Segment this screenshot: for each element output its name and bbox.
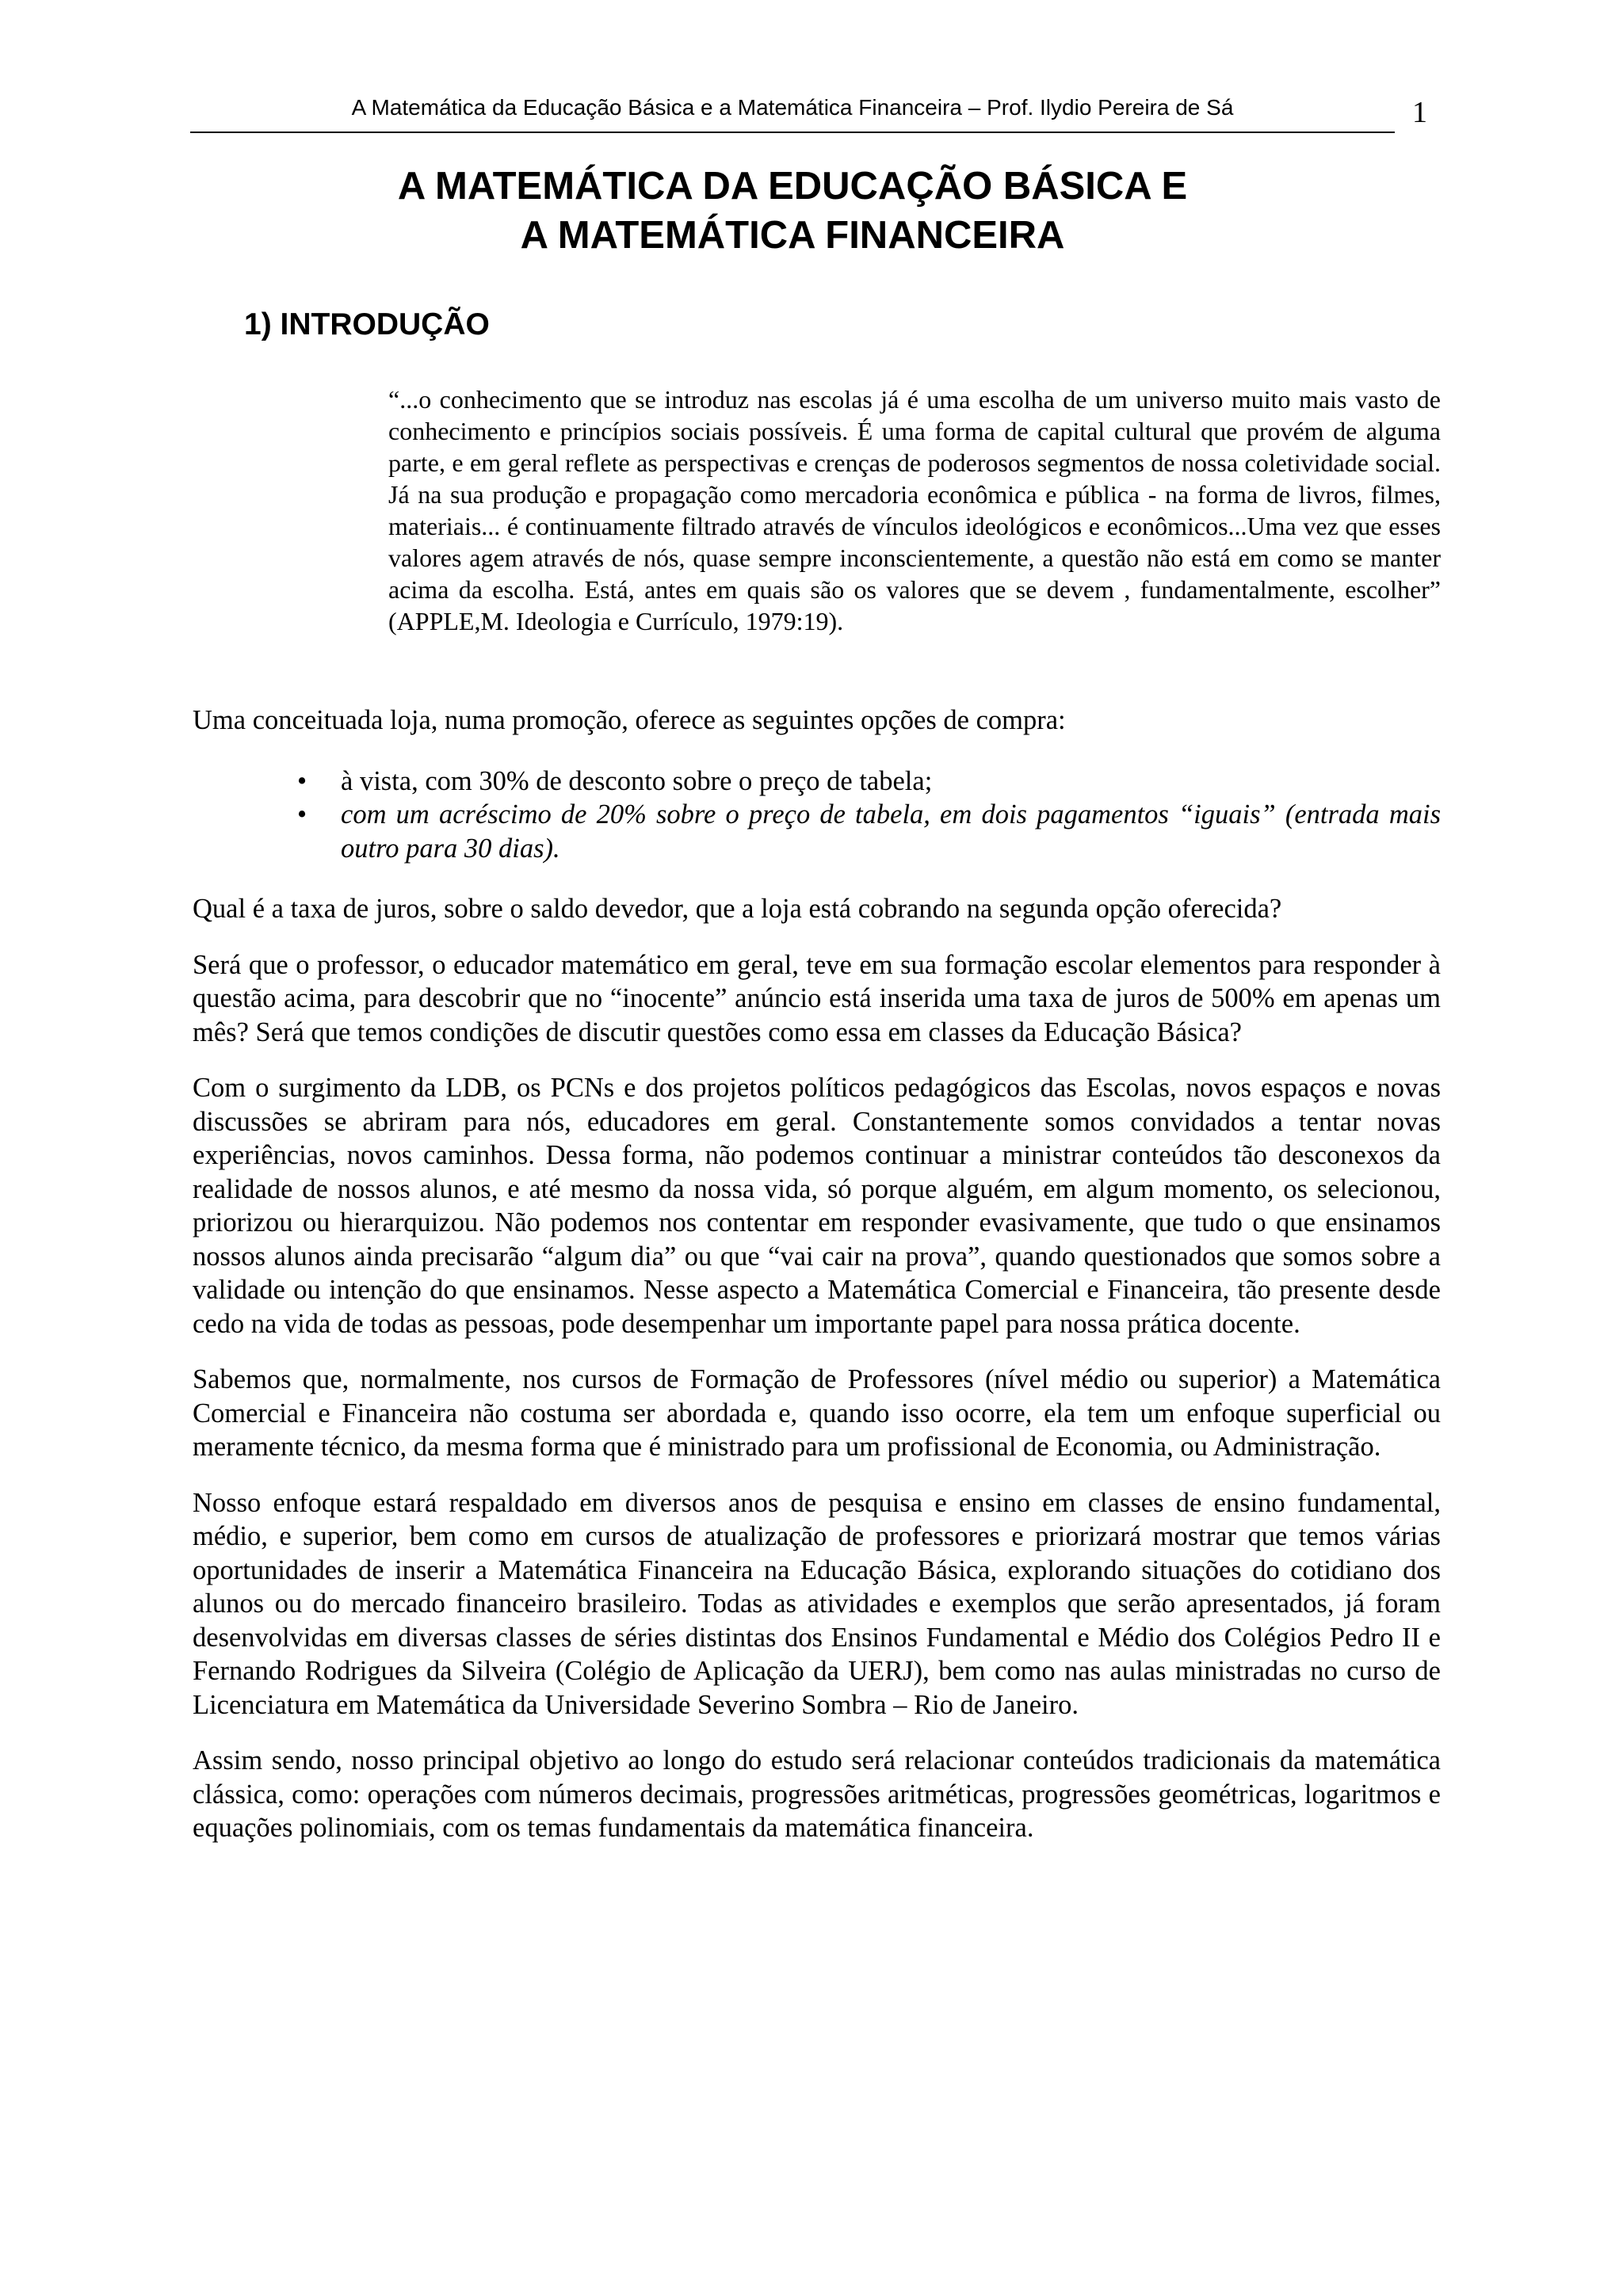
paragraph-4: Nosso enfoque estará respaldado em diversos anos de pesquisa e ensino em classes de ensino fundamental, médio, e superior, bem como em cursos de atualização de professores e priorizará mostrar que temos várias oportunidades de inserir a Matemática Financeira na Educação Básica, explorando situações do cotidiano dos alunos ou do mercado financeiro brasileiro. Todas as atividades e exemplos que serão apresentados, já foram desenvolvidas em diversas classes de séries distintas dos Ensinos Fundamental e Médio dos Colégios Pedro II e Fernando Rodrigues da Silveira (Colégio de Aplicação da UERJ), bem como nas aulas ministradas no curso de Licenciatura em Matemática da Universidade Severino Sombra – Rio de Janeiro. [193,1487,1441,1720]
list-item [297,798,1441,865]
paragraph-1: Será que o professor, o educador matemático em geral, teve em sua formação escolar elementos para responder à questão acima, para descobrir que no “inocente” anúncio está inserida uma taxa de juros de 500% em apenas um mês? Será que temos condições de discutir questões como essa em classes da Educação Básica? [193,949,1441,1047]
epigraph-quote: “...o conhecimento que se introduz nas escolas já é uma escolha de um universo muito mais vasto de conhecimento e princípios sociais possíveis. É uma forma de capital cultural que provém de alguma parte, e em geral reflete as perspectivas e crenças de poderosos segmentos de nossa coletividade social. Já na sua produção e propagação como mercadoria econômica e pública - na forma de livros, filmes, materiais... é continuamente filtrado através de vínculos ideológicos e econômicos...Uma vez que esses valores agem através de nós, quase sempre inconscientemente, a questão não está em como se manter acima da escolha. Está, antes em quais são os valores que se devem , fundamentalmente, escolher” (APPLE,M. Ideologia e Currículo, 1979:19). [388,385,1441,635]
header-rule [190,132,1395,133]
paragraph-question: Qual é a taxa de juros, sobre o saldo devedor, que a loja está cobrando na segunda opção oferecida? [193,894,1282,924]
bullet-icon: • [297,799,307,830]
title-line-2: A MATEMÁTICA FINANCEIRA [520,214,1065,257]
paragraph-5: Assim sendo, nosso principal objetivo ao longo do estudo será relacionar conteúdos tradicionais da matemática clássica, como: operações com números decimais, progressões aritméticas, progressões geométricas, logaritmos e equações polinomiais, com os temas fundamentais da matemática financeira. [193,1745,1441,1843]
paragraph-2: Com o surgimento da LDB, os PCNs e dos projetos políticos pedagógicos das Escolas, novos espaços e novas discussões se abriram para nós, educadores em geral. Constantemente somos convidados a tentar novas experiências, novos caminhos. Dessa forma, não podemos continuar a ministrar conteúdos tão desconexos da realidade de nossos alunos, e até mesmo da nossa vida, só porque alguém, em algum momento, os selecionou, priorizou ou hierarquizou. Não podemos nos contentar em responder evasivamente, que tudo o que ensinamos nossos alunos ainda precisarão “algum dia” ou que “vai cair na prova”, quando questionados que somos sobre a validade ou intenção do que ensinamos. Nesse aspecto a Matemática Comercial e Financeira, tão presente desde cedo na vida de todas as pessoas, pode desempenhar um importante papel para nossa prática docente. [193,1073,1441,1339]
document-title [190,162,1395,260]
body-text [193,704,1441,1867]
bullet-icon: • [297,765,307,796]
paragraph-intro: Uma conceituada loja, numa promoção, oferece as seguintes opções de compra: [193,705,1066,735]
list-item [297,765,1441,799]
paragraph-3: Sabemos que, normalmente, nos cursos de Formação de Professores (nível médio ou superior) a Matemática Comercial e Financeira não costuma ser abordada e, quando isso ocorre, ela tem um enfoque superficial ou meramente técnico, da mesma forma que é ministrado para um profissional de Economia, ou Administração. [193,1364,1441,1462]
option-text: à vista, com 30% de desconto sobre o preço de tabela; [341,765,933,796]
page-number: 1 [1412,96,1427,129]
running-header: A Matemática da Educação Básica e a Matemática Financeira – Prof. Ilydio Pereira de Sá [351,95,1234,120]
title-line-1: A MATEMÁTICA DA EDUCAÇÃO BÁSICA E [397,165,1188,208]
section-heading: 1) INTRODUÇÃO [244,307,490,341]
option-text: com um acréscimo de 20% sobre o preço de tabela, em dois pagamentos “iguais” (entrada mais outro para 30 dias). [341,799,1441,864]
options-list [193,765,1441,866]
